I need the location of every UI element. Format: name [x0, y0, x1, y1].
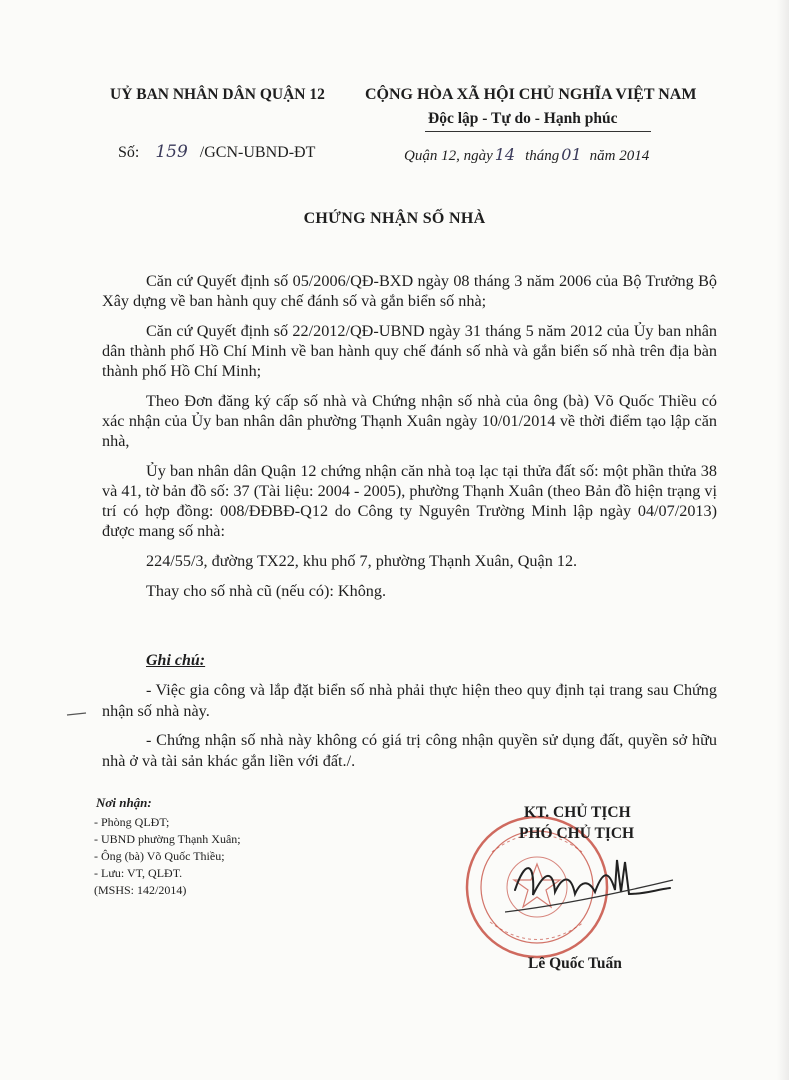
- number-handwritten: 159: [155, 142, 188, 162]
- notes-section: [102, 680, 717, 780]
- signer-title: PHÓ CHỦ TỊCH: [519, 825, 635, 842]
- issuer-name: UỶ BAN NHÂN DÂN QUẬN 12: [110, 86, 325, 103]
- notes-title: Ghi chú:: [146, 652, 206, 669]
- recipient-item: - Lưu: VT, QLĐT.: [94, 866, 183, 880]
- signer-name: Lê Quốc Tuấn: [528, 955, 622, 972]
- document-body: [102, 271, 717, 611]
- recipients-title: Nơi nhận:: [96, 795, 152, 810]
- republic-name: CỘNG HÒA XÃ HỘI CHỦ NGHĨA VIỆT NAM: [365, 86, 697, 103]
- note-item: - Việc gia công và lắp đặt biển số nhà phải thực hiện theo quy định tại trang sau Chứng nhận số nhà này.: [102, 681, 717, 720]
- date-prefix: Quận 12, ngày: [404, 148, 493, 164]
- date-year: năm 2014: [589, 148, 650, 164]
- date-mid: tháng: [525, 148, 560, 164]
- document-number: [118, 142, 315, 162]
- date-month: 01: [561, 145, 582, 164]
- recipient-item: - Ông (bà) Võ Quốc Thiều;: [94, 849, 225, 863]
- old-house-number: Thay cho số nhà cũ (nếu có): Không.: [146, 582, 387, 600]
- pen-mark: [66, 711, 88, 717]
- number-suffix: /GCN-UBND-ĐT: [199, 144, 316, 161]
- motto-underline: [425, 131, 651, 132]
- issue-date: [404, 145, 649, 165]
- house-address: 224/55/3, đường TX22, khu phố 7, phường Thạnh Xuân, Quận 12.: [146, 552, 578, 570]
- scan-edge: [777, 0, 789, 1080]
- date-day: 14: [494, 145, 516, 164]
- note-item: - Chứng nhận số nhà này không có giá trị công nhận quyền sử dụng đất, quyền sở hữu nhà ở và tài sản khác gắn liền với đất./.: [102, 731, 717, 770]
- document-title: CHỨNG NHẬN SỐ NHÀ: [303, 210, 486, 227]
- signer-role: KT. CHỦ TỊCH: [524, 804, 631, 821]
- body-paragraph: Căn cứ Quyết định số 05/2006/QĐ-BXD ngày 08 tháng 3 năm 2006 của Bộ Trưởng Bộ Xây dựng về ban hành quy chế đánh số và gắn biển số nhà;: [102, 272, 717, 310]
- handwritten-signature: [505, 850, 675, 920]
- body-paragraph: Theo Đơn đăng ký cấp số nhà và Chứng nhận số nhà của ông (bà) Võ Quốc Thiều có xác nhận của Ủy ban nhân dân phường Thạnh Xuân ngày 10/01/2014 về thời điểm tạo lập căn nhà,: [102, 392, 717, 450]
- recipient-item: - Phòng QLĐT;: [94, 815, 170, 829]
- body-paragraph: Căn cứ Quyết định số 22/2012/QĐ-UBND ngày 31 tháng 5 năm 2012 của Ủy ban nhân dân thành phố Hồ Chí Minh về ban hành quy chế đánh số nhà và gắn biển số nhà trên địa bàn thành phố Hồ Chí Minh;: [102, 322, 717, 380]
- number-prefix: Số:: [118, 144, 140, 161]
- recipient-item: (MSHS: 142/2014): [94, 883, 187, 897]
- recipient-item: - UBND phường Thạnh Xuân;: [94, 832, 241, 846]
- body-paragraph: Ủy ban nhân dân Quận 12 chứng nhận căn nhà toạ lạc tại thửa đất số: một phần thửa 38 và 41, tờ bản đồ số: 37 (Tài liệu: 2004 - 2005), phường Thạnh Xuân (theo Bản đồ hiện trạng vị trí có hợp đồng: 008/ĐĐBĐ-Q12 do Công ty Nguyên Trường Minh lập ngày 04/07/2013) được mang số nhà:: [102, 462, 717, 540]
- recipients-list: [94, 814, 241, 899]
- national-motto: Độc lập - Tự do - Hạnh phúc: [428, 110, 618, 127]
